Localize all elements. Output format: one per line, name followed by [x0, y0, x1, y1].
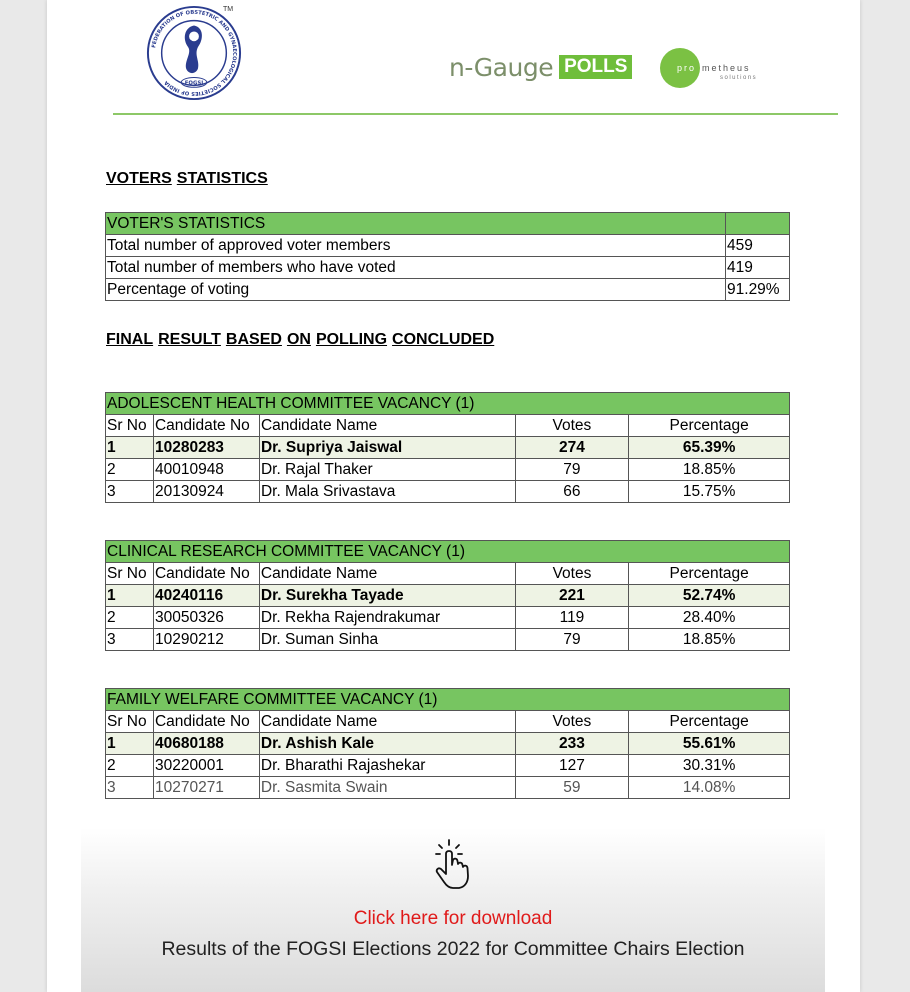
percentage-cell: 28.40%: [629, 607, 790, 629]
candidate-name-cell: Dr. Bharathi Rajashekar: [259, 755, 515, 777]
committee-title: FAMILY WELFARE COMMITTEE VACANCY (1): [106, 689, 790, 711]
votes-cell: 274: [515, 437, 629, 459]
candidate-name-cell: Dr. Suman Sinha: [259, 629, 515, 651]
title-word: STATISTICS: [176, 170, 268, 187]
stat-label: Percentage of voting: [106, 279, 726, 301]
percentage-cell: 15.75%: [629, 481, 790, 503]
candidate-name-cell: Dr. Ashish Kale: [259, 733, 515, 755]
committee-title: ADOLESCENT HEALTH COMMITTEE VACANCY (1): [106, 393, 790, 415]
table-row: [106, 481, 790, 503]
candidate-no-cell: 10290212: [153, 629, 259, 651]
table-row: [106, 235, 790, 257]
ngauge-polls-logo: [449, 52, 632, 82]
download-caption: Results of the FOGSI Elections 2022 for Committee Chairs Election: [161, 938, 745, 960]
table-row: [106, 437, 790, 459]
candidate-no-cell: 10280283: [153, 437, 259, 459]
fogsi-logo: [145, 4, 243, 102]
column-header: Votes: [515, 711, 629, 733]
stat-label: Total number of approved voter members: [106, 235, 726, 257]
column-header-row: [106, 415, 790, 437]
stat-label: Total number of members who have voted: [106, 257, 726, 279]
candidate-name-cell: Dr. Surekha Tayade: [259, 585, 515, 607]
committee-table: [105, 540, 790, 651]
candidate-name-cell: Dr. Supriya Jaiswal: [259, 437, 515, 459]
votes-cell: 79: [515, 459, 629, 481]
table-row: [106, 459, 790, 481]
prometheus-metheus-text: metheus: [702, 63, 751, 73]
table-header-cell: [726, 213, 790, 235]
votes-cell: 79: [515, 629, 629, 651]
candidate-no-cell: 30220001: [153, 755, 259, 777]
voters-statistics-title: [106, 170, 273, 188]
sr-no-cell: 3: [106, 777, 154, 799]
column-header: Votes: [515, 563, 629, 585]
votes-cell: 221: [515, 585, 629, 607]
column-header: Candidate No: [153, 415, 259, 437]
committee-title-row: [106, 541, 790, 563]
candidate-name-cell: Dr. Mala Srivastava: [259, 481, 515, 503]
votes-cell: 233: [515, 733, 629, 755]
sr-no-cell: 2: [106, 755, 154, 777]
title-word: CONCLUDED: [392, 331, 495, 348]
sr-no-cell: 2: [106, 607, 154, 629]
title-word: POLLING: [315, 331, 388, 348]
table-row: [106, 755, 790, 777]
title-word: FINAL: [106, 331, 154, 348]
stat-value: 91.29%: [726, 279, 790, 301]
percentage-cell: 52.74%: [629, 585, 790, 607]
percentage-cell: 14.08%: [629, 777, 790, 799]
header-divider: [113, 113, 838, 115]
column-header: Percentage: [629, 711, 790, 733]
title-word: ON: [286, 331, 311, 348]
votes-cell: 66: [515, 481, 629, 503]
table-row: [106, 257, 790, 279]
ngauge-text: n-Gauge: [449, 52, 554, 82]
column-header: Candidate Name: [259, 563, 515, 585]
column-header: Sr No: [106, 563, 154, 585]
candidate-no-cell: 20130924: [153, 481, 259, 503]
committee-title-row: [106, 689, 790, 711]
sr-no-cell: 1: [106, 437, 154, 459]
candidate-no-cell: 30050326: [153, 607, 259, 629]
percentage-cell: 18.85%: [629, 629, 790, 651]
votes-cell: 59: [515, 777, 629, 799]
candidate-no-cell: 40240116: [153, 585, 259, 607]
table-header-cell: VOTER'S STATISTICS: [106, 213, 726, 235]
column-header: Candidate No: [153, 711, 259, 733]
document-page: [47, 0, 860, 992]
sr-no-cell: 3: [106, 481, 154, 503]
sr-no-cell: 2: [106, 459, 154, 481]
column-header-row: [106, 563, 790, 585]
svg-text:FEDERATION OF OBSTETRIC AND GY: FEDERATION OF OBSTETRIC AND GYNAECOLOGICAL SOCIETIES OF INDIA: [151, 9, 238, 97]
tap-hand-icon[interactable]: [433, 838, 475, 890]
download-link[interactable]: Click here for download: [353, 908, 553, 929]
column-header: Sr No: [106, 711, 154, 733]
prometheus-solutions-text: solutions: [720, 75, 758, 81]
candidate-no-cell: 40680188: [153, 733, 259, 755]
candidate-name-cell: Dr. Rekha Rajendrakumar: [259, 607, 515, 629]
download-banner[interactable]: [81, 828, 825, 992]
candidate-name-cell: Dr. Rajal Thaker: [259, 459, 515, 481]
sr-no-cell: 1: [106, 585, 154, 607]
title-word: VOTERS: [106, 170, 172, 187]
sr-no-cell: 3: [106, 629, 154, 651]
column-header: Candidate Name: [259, 711, 515, 733]
percentage-cell: 30.31%: [629, 755, 790, 777]
final-result-title: [106, 331, 499, 349]
candidate-no-cell: 40010948: [153, 459, 259, 481]
committee-title: CLINICAL RESEARCH COMMITTEE VACANCY (1): [106, 541, 790, 563]
table-row: [106, 777, 790, 799]
candidate-no-cell: 10270271: [153, 777, 259, 799]
column-header: Sr No: [106, 415, 154, 437]
table-row: [106, 585, 790, 607]
percentage-cell: 65.39%: [629, 437, 790, 459]
table-header-row: [106, 213, 790, 235]
prometheus-pro-text: pro: [677, 63, 697, 73]
title-word: BASED: [225, 331, 282, 348]
column-header: Percentage: [629, 415, 790, 437]
stat-value: 419: [726, 257, 790, 279]
percentage-cell: 55.61%: [629, 733, 790, 755]
committee-title-row: [106, 393, 790, 415]
table-row: [106, 629, 790, 651]
committee-table: [105, 688, 790, 799]
table-row: [106, 733, 790, 755]
svg-text:FOGSI: FOGSI: [184, 80, 204, 87]
column-header-row: [106, 711, 790, 733]
voter-statistics-table: [105, 212, 790, 301]
sr-no-cell: 1: [106, 733, 154, 755]
title-word: RESULT: [158, 331, 221, 348]
candidate-name-cell: Dr. Sasmita Swain: [259, 777, 515, 799]
percentage-cell: 18.85%: [629, 459, 790, 481]
polls-badge: POLLS: [559, 55, 632, 79]
table-row: [106, 607, 790, 629]
committee-table: [105, 392, 790, 503]
column-header: Candidate No: [153, 563, 259, 585]
table-row: [106, 279, 790, 301]
column-header: Votes: [515, 415, 629, 437]
column-header: Percentage: [629, 563, 790, 585]
stat-value: 459: [726, 235, 790, 257]
column-header: Candidate Name: [259, 415, 515, 437]
prometheus-logo: [660, 48, 770, 88]
trademark-mark: TM: [223, 6, 234, 13]
votes-cell: 127: [515, 755, 629, 777]
votes-cell: 119: [515, 607, 629, 629]
